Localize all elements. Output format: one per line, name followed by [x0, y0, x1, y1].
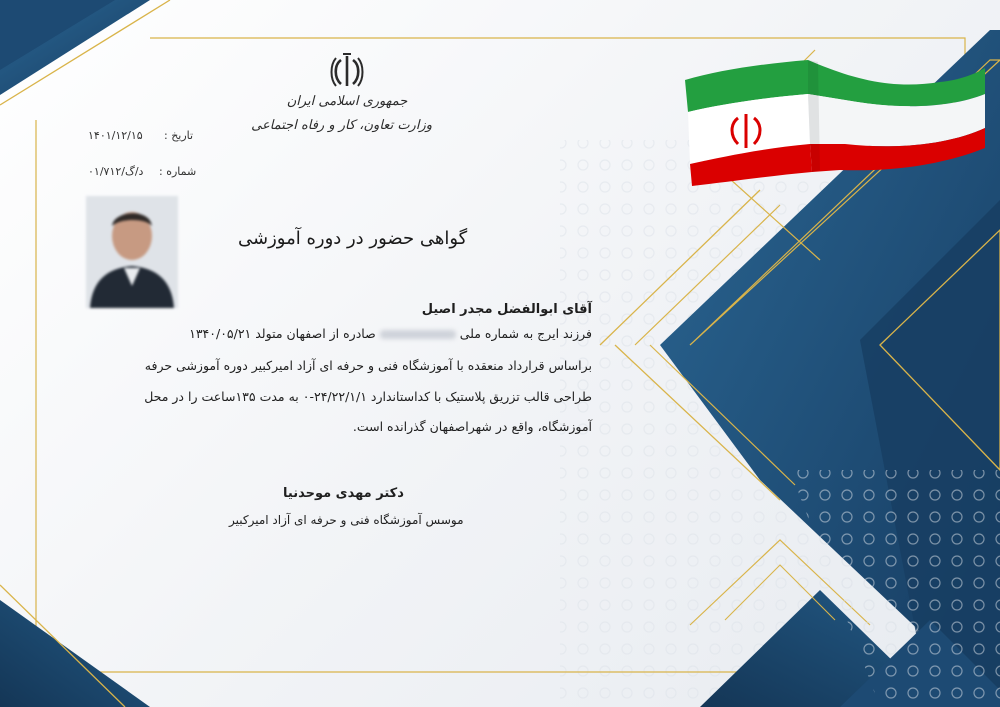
- body-line-1-part-a: فرزند ایرج به شماره ملی: [459, 326, 592, 341]
- national-id-redacted: [380, 330, 456, 339]
- body-line-2: براساس قرارداد منعقده با آموزشگاه فنی و حرفه ای آزاد امیرکبیر دوره آموزشی حرفه: [144, 358, 592, 373]
- portrait-photo: [86, 196, 178, 308]
- certificate-title: گواهی حضور در دوره آموزشی: [238, 228, 468, 249]
- body-line-1-part-b: صادره از اصفهان متولد ۱۳۴۰/۰۵/۲۱: [189, 326, 376, 341]
- corner-bottom-left: [0, 600, 150, 707]
- ministry-header: [251, 52, 432, 147]
- date-label: تاریخ :: [164, 129, 194, 142]
- number-value: ۰۱/د/گ/۷۱۲: [88, 165, 144, 178]
- body-line-4: آموزشگاه، واقع در شهراصفهان گذرانده است.: [352, 419, 592, 434]
- iran-emblem-icon: [328, 52, 366, 90]
- date-value: ۱۴۰۱/۱۲/۱۵: [88, 129, 143, 142]
- number-label: شماره :: [159, 165, 197, 178]
- iran-flag-icon: [680, 52, 990, 192]
- body-line-1: [189, 326, 592, 341]
- signatory-title: موسس آموزشگاه فنی و حرفه ای آزاد امیرکبیر: [229, 513, 464, 527]
- body-line-3: طراحی قالب تزریق پلاستیک با کداستاندارد ۲۴/۲۲/۱/۱-۰ به مدت ۱۳۵ساعت را در محل: [144, 389, 592, 404]
- signatory-name: دکتر مهدی موحدنیا: [283, 486, 404, 501]
- emblem-line-2: وزارت تعاون، کار و رفاه اجتماعی: [251, 118, 432, 133]
- recipient-name: آقای ابوالفضل مجدر اصیل: [421, 302, 592, 317]
- emblem-line-1: جمهوری اسلامی ایران: [286, 94, 408, 109]
